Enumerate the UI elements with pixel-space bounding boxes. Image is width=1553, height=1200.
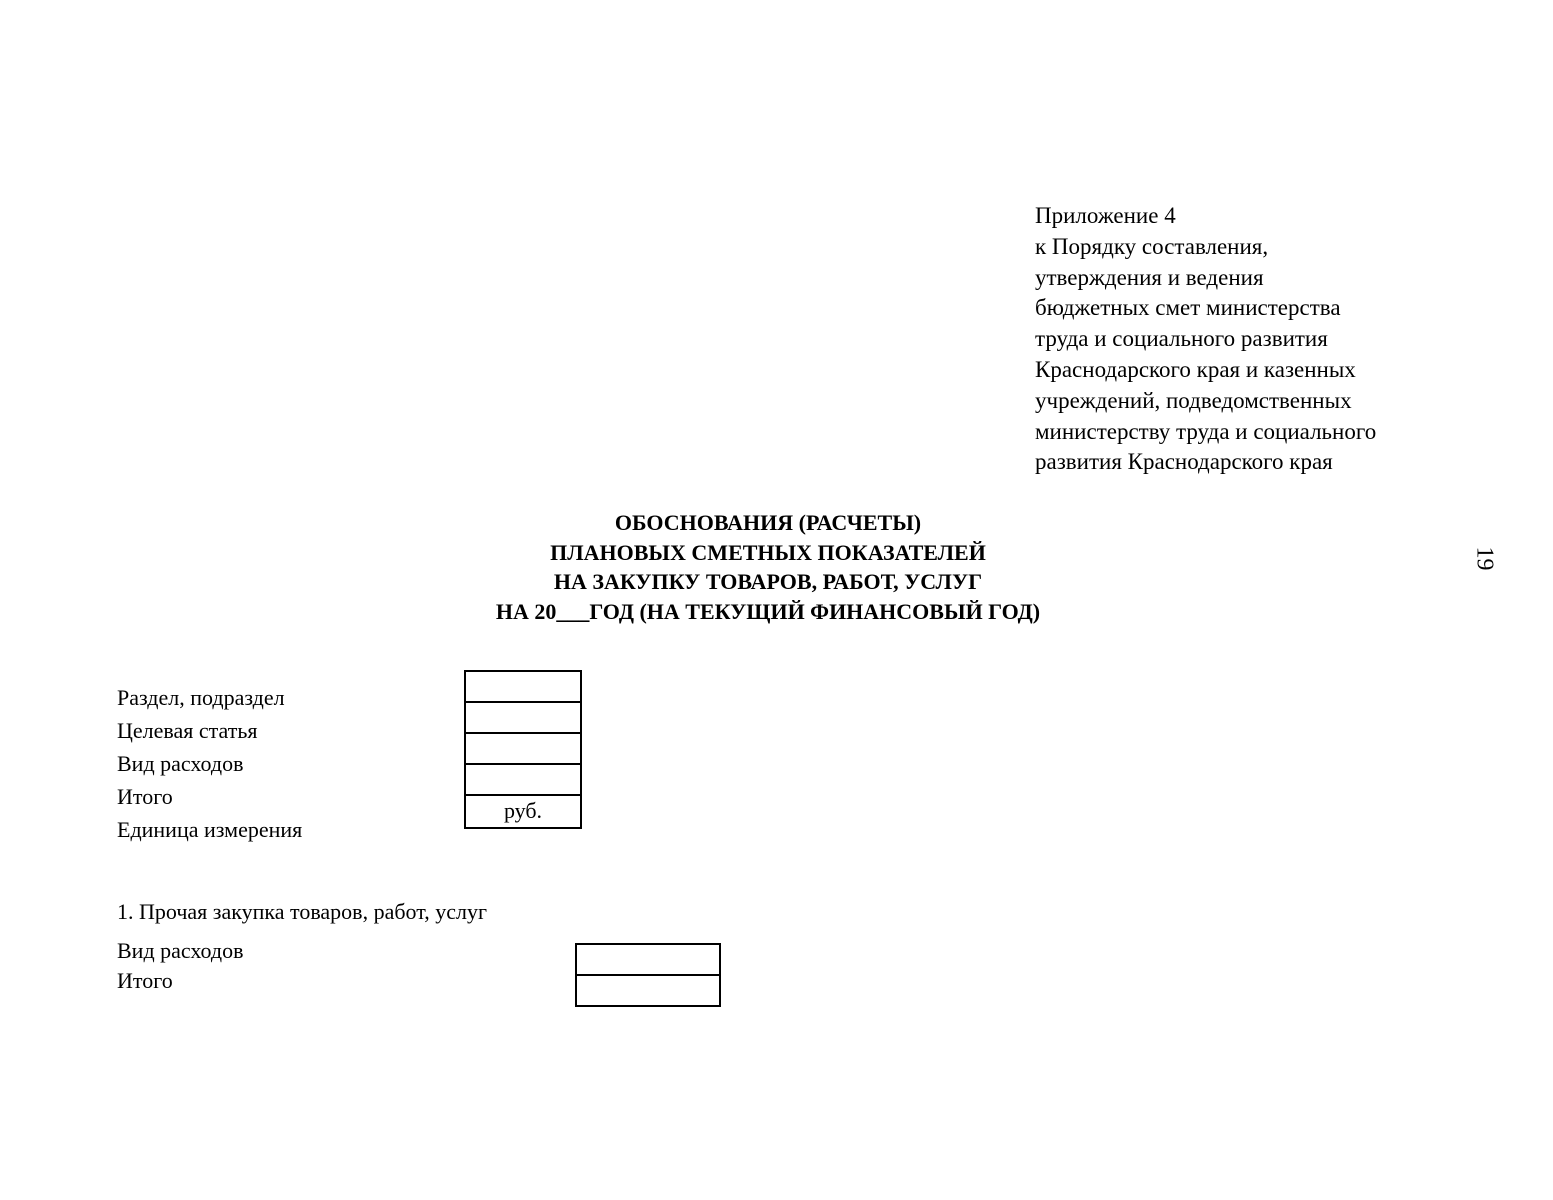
section-field[interactable] bbox=[466, 672, 580, 703]
label-target-article: Целевая статья bbox=[117, 718, 258, 743]
appendix-line: бюджетных смет министерства bbox=[1035, 295, 1341, 321]
title-line: НА ЗАКУПКУ ТОВАРОВ, РАБОТ, УСЛУГ bbox=[553, 569, 983, 595]
expense-type-field[interactable] bbox=[466, 734, 580, 765]
target-article-field[interactable] bbox=[466, 703, 580, 734]
appendix-line: труда и социального развития bbox=[1035, 326, 1328, 352]
section1-box bbox=[575, 943, 721, 1007]
label-total: Итого bbox=[117, 784, 173, 809]
appendix-line: развития Краснодарского края bbox=[1035, 449, 1333, 475]
label-unit: Единица измерения bbox=[117, 817, 303, 842]
title-line: ОБОСНОВАНИЯ (РАСЧЕТЫ) bbox=[614, 510, 922, 535]
header-fields-box bbox=[464, 670, 582, 829]
unit-field: руб. bbox=[503, 798, 543, 823]
label-expense-type: Вид расходов bbox=[117, 751, 244, 776]
section1-label-total: Итого bbox=[117, 968, 173, 993]
appendix-line: учреждений, подведомственных bbox=[1035, 387, 1352, 413]
title-line: ПЛАНОВЫХ СМЕТНЫХ ПОКАЗАТЕЛЕЙ bbox=[550, 539, 986, 565]
title-line: НА 20___ГОД (НА ТЕКУЩИЙ ФИНАНСОВЫЙ ГОД) bbox=[495, 599, 1041, 625]
section1-expense-type-field[interactable] bbox=[577, 945, 719, 976]
label-section: Раздел, подраздел bbox=[117, 685, 285, 710]
page-number: 19 bbox=[1471, 546, 1498, 571]
appendix-line: Краснодарского края и казенных bbox=[1035, 356, 1356, 382]
appendix-note bbox=[1035, 201, 1376, 478]
section1-total-field[interactable] bbox=[577, 976, 719, 1005]
section1-heading: 1. Прочая закупка товаров, работ, услуг bbox=[117, 899, 487, 924]
section1-label-expense-type: Вид расходов bbox=[117, 938, 244, 963]
total-field[interactable] bbox=[466, 765, 580, 796]
appendix-line: Приложение 4 bbox=[1035, 203, 1176, 228]
document-title bbox=[368, 508, 1168, 627]
appendix-line: утверждения и ведения bbox=[1035, 264, 1264, 290]
appendix-line: к Порядку составления, bbox=[1035, 233, 1269, 259]
appendix-line: министерству труда и социального bbox=[1035, 418, 1377, 444]
